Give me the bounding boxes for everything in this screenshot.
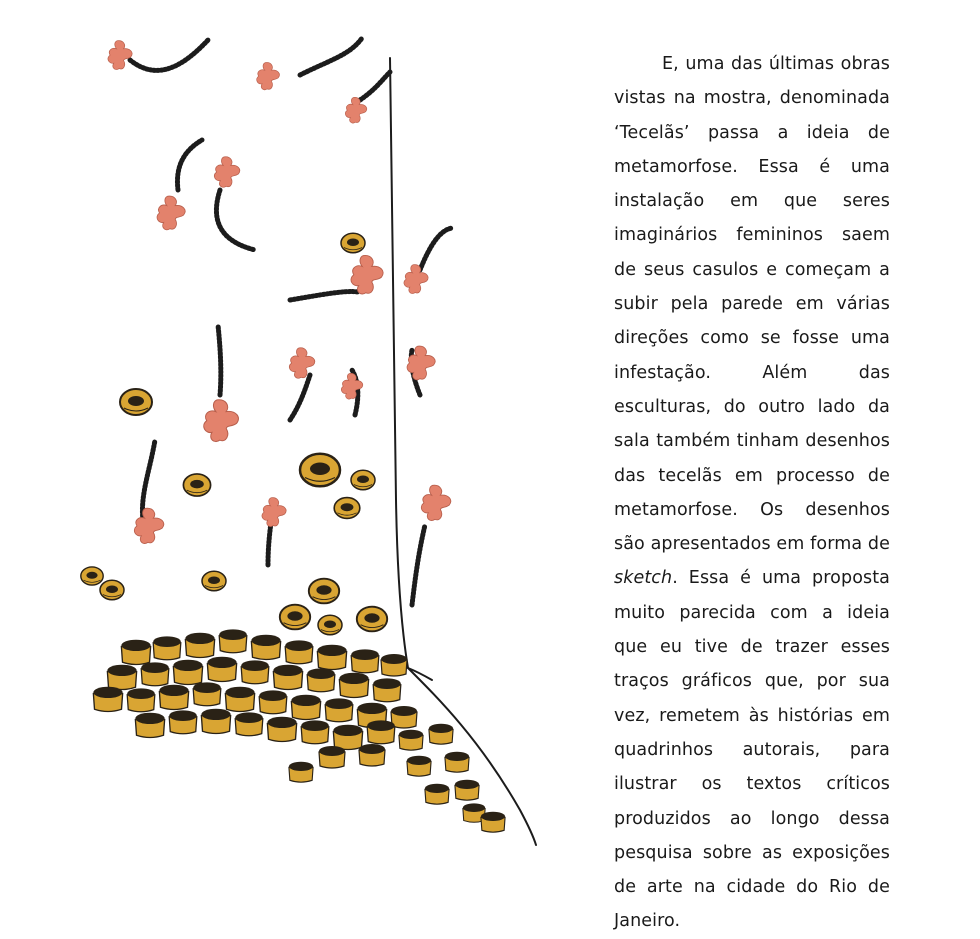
cocoon-pile <box>93 629 505 832</box>
paragraph-text-italic: sketch <box>614 568 673 589</box>
woman-figures <box>108 41 451 544</box>
scribble-trails <box>130 38 452 605</box>
paragraph-text-part1: E, uma das últimas obras vistas na mostra, denominada ‘Tecelãs’ passa a ideia de metamorfose. Essa é uma instalação em que seres imaginários femininos saem de seus casulos e começam a subir pela parede em várias direções como se fosse uma infestação. Além das esculturas, do outro lado da sala também tinham desenhos das tecelãs em processo de metamorfose. Os desenhos são apresentados em forma de <box>614 54 890 555</box>
paragraph-text-part2: . Essa é uma proposta muito parecida com a ideia que eu tive de trazer esses traços gráficos que, por sua vez, remetem às histórias em quadrinhos autorais, para ilustrar os textos críticos produzidos ao longo dessa pesquisa sobre as exposições de arte na cidade do Rio de Janeiro. <box>614 568 890 932</box>
text-column <box>614 47 890 939</box>
body-paragraph <box>614 47 890 939</box>
